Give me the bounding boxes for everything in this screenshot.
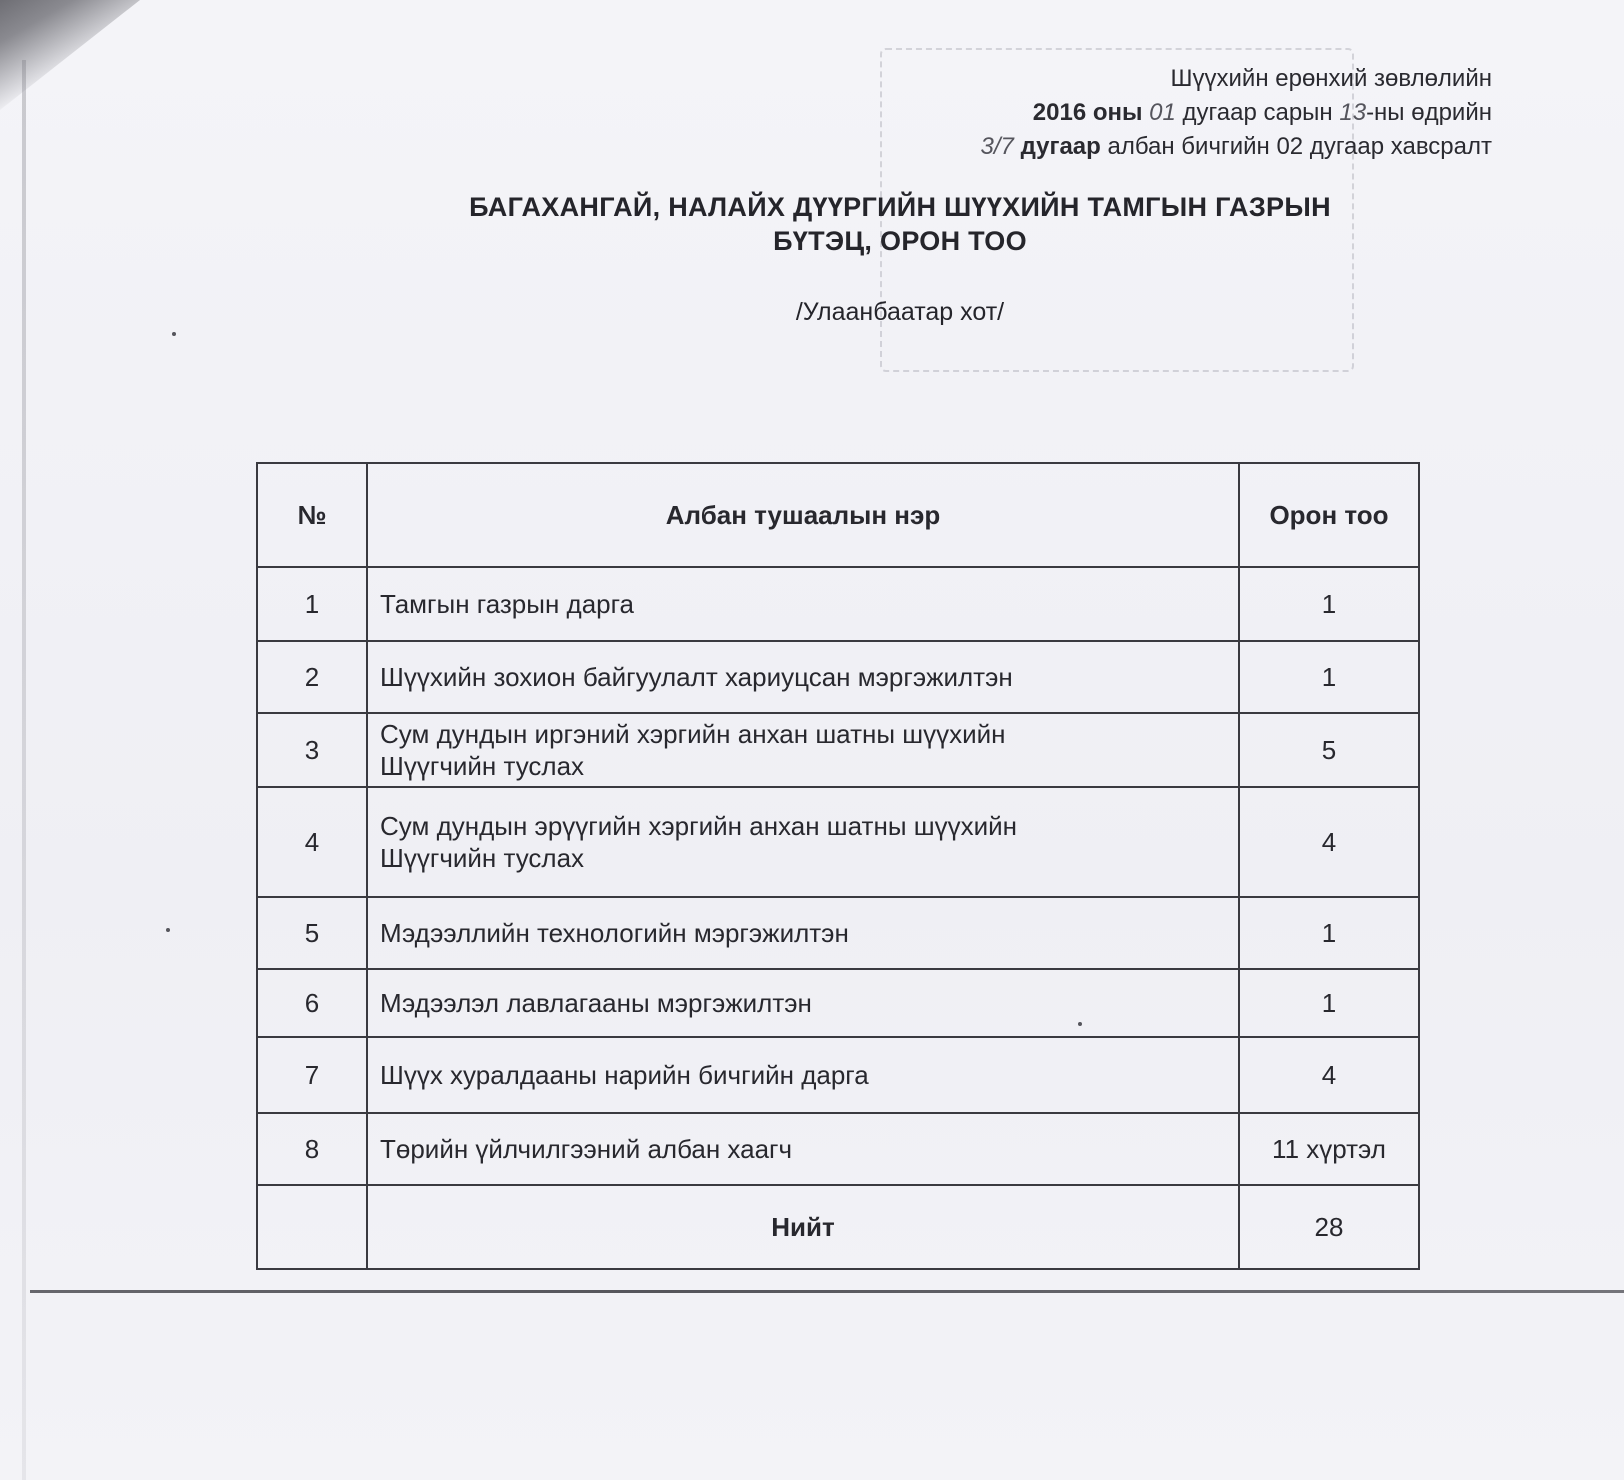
document-title	[300, 190, 1500, 258]
row-number: 1	[257, 567, 367, 641]
row-number: 2	[257, 641, 367, 713]
scan-speck	[166, 928, 170, 932]
row-number: 4	[257, 787, 367, 897]
row-count: 1	[1239, 641, 1419, 713]
table-row	[257, 1113, 1419, 1185]
row-count: 5	[1239, 713, 1419, 787]
header-count: Орон тоо	[1239, 463, 1419, 567]
row-position-name: Тамгын газрын дарга	[367, 567, 1239, 641]
scan-corner-shadow	[0, 0, 140, 110]
total-count: 28	[1239, 1185, 1419, 1269]
staffing-table	[256, 462, 1420, 1270]
scan-speck	[172, 332, 176, 336]
title-line-2: БҮТЭЦ, ОРОН ТОО	[773, 226, 1027, 256]
handwritten-number: 3/7	[980, 133, 1014, 160]
row-count: 11 хүртэл	[1239, 1113, 1419, 1185]
row-position-name: Сум дундын эрүүгийн хэргийн анхан шатны шүүхийн Шүүгчийн туслах	[367, 787, 1239, 897]
title-line-1: БАГАХАНГАЙ, НАЛАЙХ ДҮҮРГИЙН ШҮҮХИЙН ТАМГЫН ГАЗРЫН	[469, 192, 1331, 222]
scan-speck	[1078, 1022, 1082, 1026]
row-count: 4	[1239, 787, 1419, 897]
row-position-name: Мэдээллийн технологийн мэргэжилтэн	[367, 897, 1239, 969]
staffing-table-wrapper	[256, 462, 1418, 1270]
attachment-header	[981, 62, 1492, 164]
row-position-name: Мэдээлэл лавлагааны мэргэжилтэн	[367, 969, 1239, 1037]
total-empty-cell	[257, 1185, 367, 1269]
row-count: 4	[1239, 1037, 1419, 1113]
row-number: 7	[257, 1037, 367, 1113]
bottom-divider	[30, 1290, 1624, 1293]
header-position-name: Албан тушаалын нэр	[367, 463, 1239, 567]
row-position-name: Шүүх хуралдааны нарийн бичгийн дарга	[367, 1037, 1239, 1113]
table-total-row	[257, 1185, 1419, 1269]
row-count: 1	[1239, 567, 1419, 641]
total-label: Нийт	[367, 1185, 1239, 1269]
handwritten-day: 13	[1339, 99, 1367, 126]
row-position-name: Төрийн үйлчилгээний албан хаагч	[367, 1113, 1239, 1185]
row-count: 1	[1239, 897, 1419, 969]
row-number: 3	[257, 713, 367, 787]
table-row	[257, 641, 1419, 713]
table-row	[257, 969, 1419, 1037]
table-row	[257, 567, 1419, 641]
row-number: 8	[257, 1113, 367, 1185]
scan-left-edge	[22, 60, 26, 1480]
table-header-row	[257, 463, 1419, 567]
handwritten-month: 01	[1149, 99, 1176, 126]
table-row	[257, 1037, 1419, 1113]
row-position-name: Сум дундын иргэний хэргийн анхан шатны шүүхийн Шүүгчийн туслах	[367, 713, 1239, 787]
row-count: 1	[1239, 969, 1419, 1037]
document-subtitle: /Улаанбаатар хот/	[795, 298, 1005, 326]
row-number: 6	[257, 969, 367, 1037]
row-number: 5	[257, 897, 367, 969]
table-row	[257, 787, 1419, 897]
header-line-3: 3/7 дугаар албан бичгийн 02 дугаар хавсралт	[980, 133, 1492, 160]
header-line-2: 2016 оны 01 дугаар сарын 13-ны өдрийн	[1032, 99, 1492, 126]
row-position-name: Шүүхийн зохион байгуулалт хариуцсан мэргэжилтэн	[367, 641, 1239, 713]
table-row	[257, 713, 1419, 787]
header-line-1: Шүүхийн ерөнхий зөвлөлийн	[1170, 65, 1492, 92]
table-row	[257, 897, 1419, 969]
header-number: №	[257, 463, 367, 567]
